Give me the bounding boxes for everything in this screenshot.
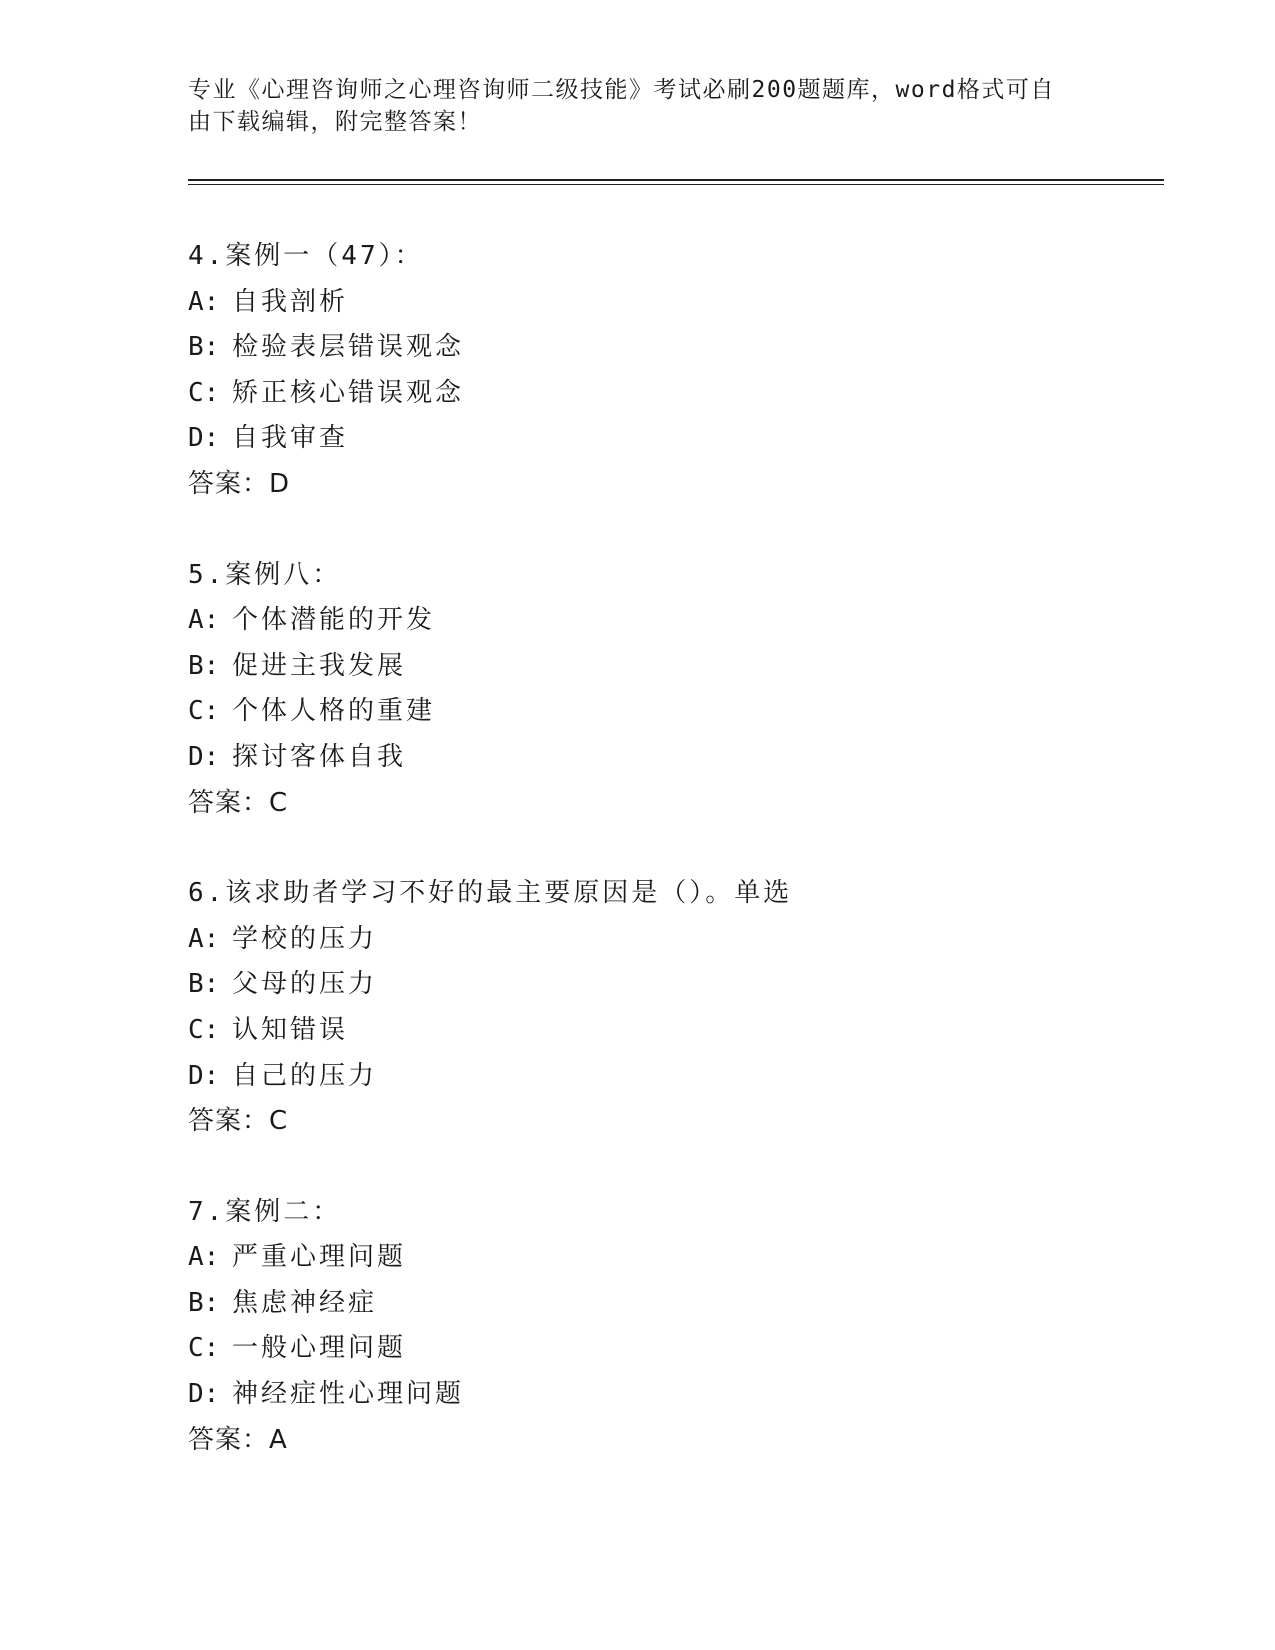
answer-text: 答案：C bbox=[188, 1106, 289, 1137]
option-row bbox=[188, 1054, 1148, 1100]
question-stem: 7.案例二： bbox=[188, 1196, 342, 1227]
document-header-text: 专业《心理咨询师之心理咨询师二级技能》考试必刷200题题库，word格式可自由下载编辑，附完整答案！ bbox=[188, 77, 1055, 135]
option-letter: D: bbox=[188, 741, 220, 772]
option-row bbox=[188, 325, 1148, 371]
option-row bbox=[188, 1281, 1148, 1327]
option-row bbox=[188, 1372, 1148, 1418]
question-item bbox=[188, 553, 1148, 827]
option-letter: B: bbox=[188, 969, 220, 1000]
option-row bbox=[188, 1326, 1148, 1372]
option-letter: D: bbox=[188, 1060, 220, 1091]
option-text: 父母的压力 bbox=[232, 969, 378, 1000]
option-row bbox=[188, 689, 1148, 735]
option-row bbox=[188, 371, 1148, 417]
option-row bbox=[188, 280, 1148, 326]
header-divider bbox=[188, 179, 1164, 185]
option-text: 自我剖析 bbox=[232, 286, 349, 317]
option-letter: C: bbox=[188, 1333, 220, 1364]
option-letter: A: bbox=[188, 605, 220, 636]
option-row bbox=[188, 735, 1148, 781]
option-letter: C: bbox=[188, 1014, 220, 1045]
option-row bbox=[188, 1008, 1148, 1054]
question-item bbox=[188, 871, 1148, 1145]
option-row bbox=[188, 1235, 1148, 1281]
option-letter: A: bbox=[188, 1242, 220, 1273]
option-row bbox=[188, 416, 1148, 462]
question-stem: 5.案例八： bbox=[188, 559, 342, 590]
option-text: 神经症性心理问题 bbox=[232, 1379, 465, 1410]
option-letter: A: bbox=[188, 923, 220, 954]
option-text: 焦虑神经症 bbox=[232, 1287, 378, 1318]
option-text: 严重心理问题 bbox=[232, 1242, 407, 1273]
question-item bbox=[188, 234, 1148, 508]
question-list bbox=[188, 234, 1148, 1508]
option-text: 检验表层错误观念 bbox=[232, 332, 465, 363]
option-row bbox=[188, 917, 1148, 963]
option-text: 个体人格的重建 bbox=[232, 696, 436, 727]
option-row bbox=[188, 962, 1148, 1008]
option-text: 矫正核心错误观念 bbox=[232, 377, 465, 408]
option-letter: D: bbox=[188, 423, 220, 454]
option-text: 促进主我发展 bbox=[232, 650, 407, 681]
option-text: 一般心理问题 bbox=[232, 1333, 407, 1364]
option-letter: A: bbox=[188, 286, 220, 317]
option-text: 探讨客体自我 bbox=[232, 741, 407, 772]
option-text: 个体潜能的开发 bbox=[232, 605, 436, 636]
option-row bbox=[188, 644, 1148, 690]
option-text: 学校的压力 bbox=[232, 923, 378, 954]
option-letter: C: bbox=[188, 377, 220, 408]
question-stem: 6.该求助者学习不好的最主要原因是（）。单选 bbox=[188, 878, 793, 909]
option-text: 自我审查 bbox=[232, 423, 349, 454]
answer-text: 答案：A bbox=[188, 1424, 288, 1455]
option-letter: C: bbox=[188, 696, 220, 727]
question-stem: 4.案例一（47）： bbox=[188, 241, 424, 271]
answer-text: 答案：C bbox=[188, 787, 289, 818]
question-item bbox=[188, 1190, 1148, 1464]
option-text: 认知错误 bbox=[232, 1014, 349, 1045]
option-letter: D: bbox=[188, 1379, 220, 1410]
option-text: 自己的压力 bbox=[232, 1060, 378, 1091]
option-letter: B: bbox=[188, 650, 220, 681]
option-row bbox=[188, 598, 1148, 644]
option-letter: B: bbox=[188, 1287, 220, 1318]
answer-text: 答案：D bbox=[188, 468, 291, 499]
option-letter: B: bbox=[188, 332, 220, 363]
